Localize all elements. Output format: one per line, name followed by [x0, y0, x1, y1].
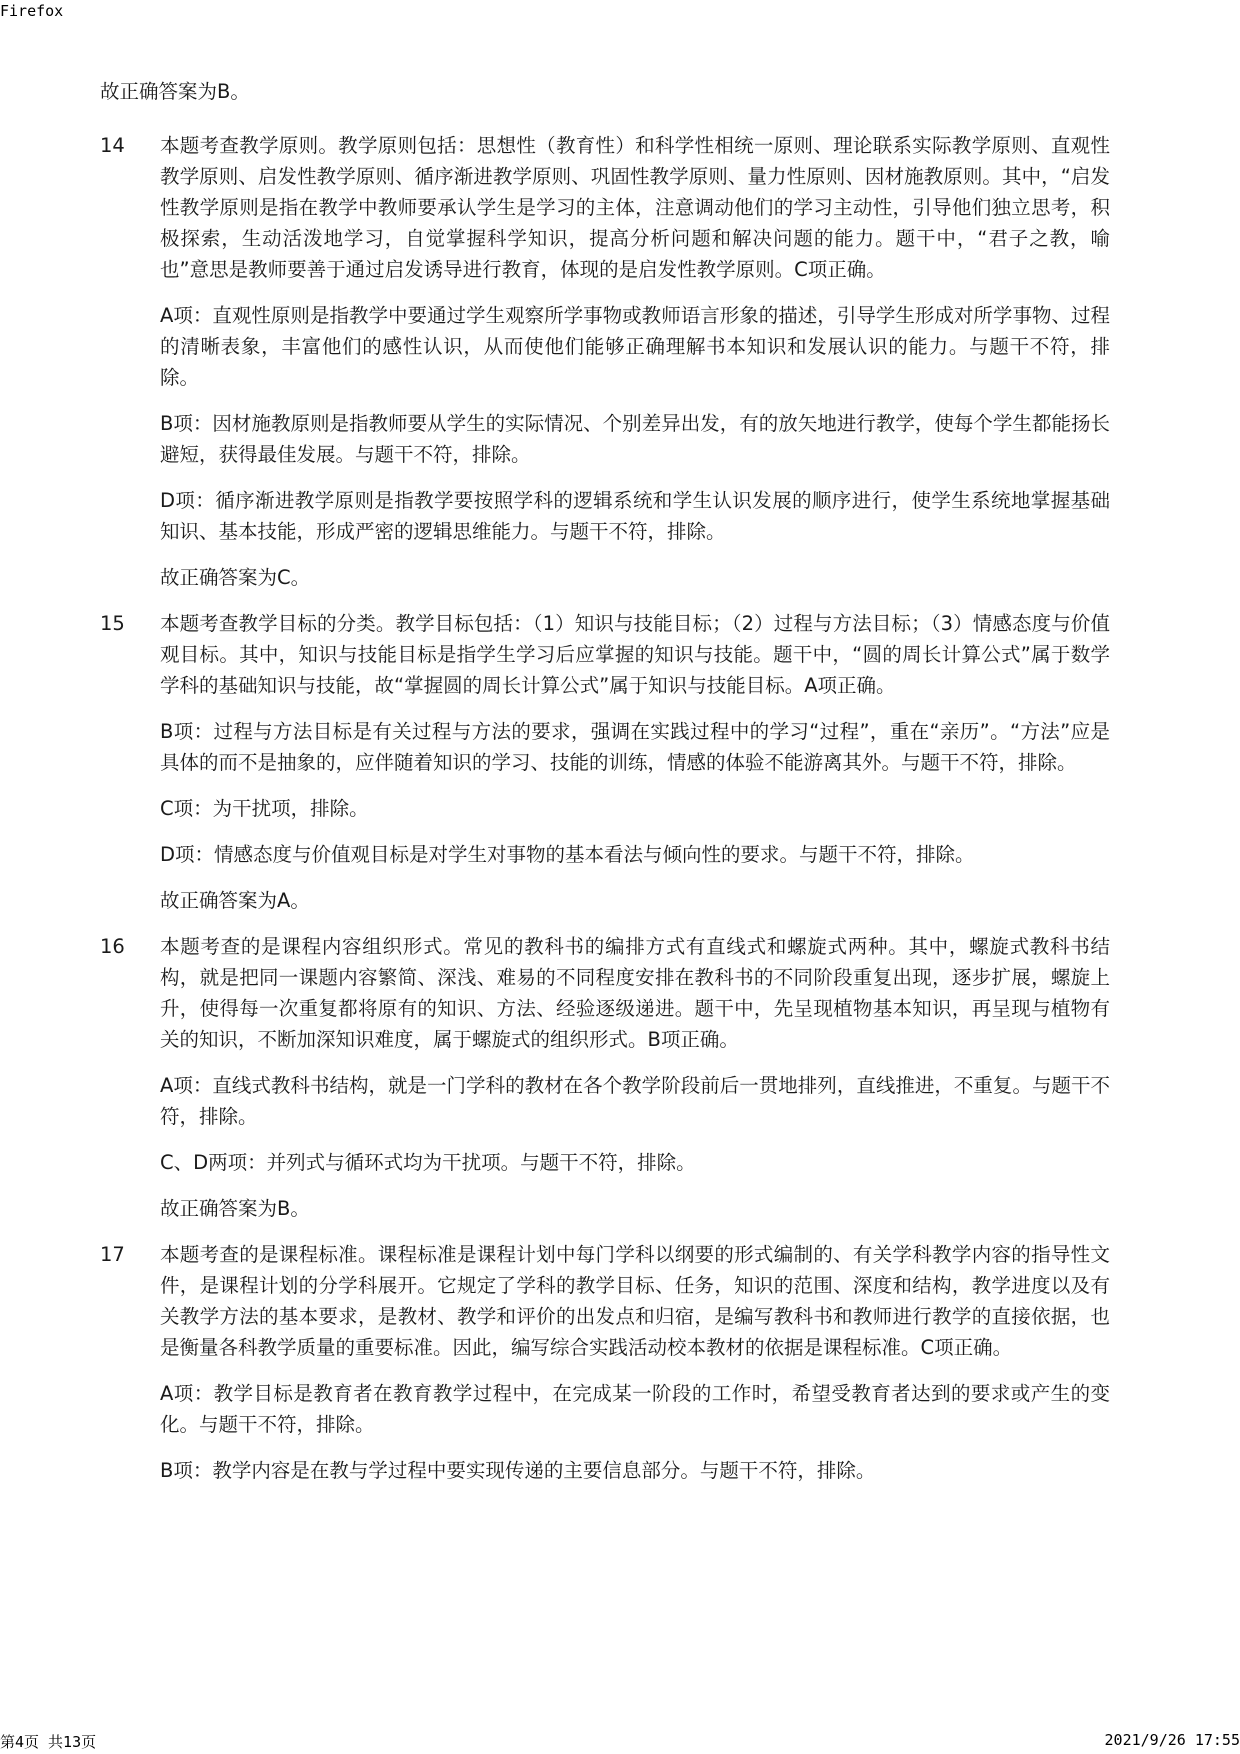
correct-answer: 故正确答案为A。 [160, 889, 310, 912]
correct-answer: 故正确答案为B。 [160, 1197, 310, 1220]
explanation-item-17 [100, 1239, 1110, 1486]
option-explanation: C项：为干扰项，排除。 [160, 797, 369, 820]
option-explanation: C、D两项：并列式与循环式均为干扰项。与题干不符，排除。 [160, 1151, 696, 1174]
option-explanation: D项：情感态度与价值观目标是对学生对事物的基本看法与倾向性的要求。与题干不符，排除。 [160, 843, 975, 866]
explanation-main: 本题考查教学原则。教学原则包括：思想性（教育性）和科学性相统一原则、理论联系实际教学原则、直观性教学原则、启发性教学原则、循序渐进教学原则、巩固性教学原则、量力性原则、因材施教原则。其中，“启发性教学原则是指在教学中教师要承认学生是学习的主体，注意调动他们的学习主动性，引导他们独立思考，积极探索，生动活泼地学习，自觉掌握科学知识，提高分析问题和解决问题的能力。题干中，“君子之教，喻也”意思是教师要善于通过启发诱导进行教育，体现的是启发性教学原则。C项正确。 [160, 134, 1110, 281]
question-number: 14 [100, 134, 125, 157]
question-number: 17 [100, 1243, 125, 1266]
question-number: 16 [100, 935, 125, 958]
explanation-item-14 [100, 130, 1110, 593]
option-explanation: B项：过程与方法目标是有关过程与方法的要求，强调在实践过程中的学习“过程”，重在“亲历”。“方法”应是具体的而不是抽象的，应伴随着知识的学习、技能的训练，情感的体验不能游离其外。与题干不符，排除。 [160, 720, 1110, 774]
explanation-main: 本题考查教学目标的分类。教学目标包括：（1）知识与技能目标；（2）过程与方法目标；（3）情感态度与价值观目标。其中，知识与技能目标是指学生学习后应掌握的知识与技能。题干中，“圆的周长计算公式”属于数学学科的基础知识与技能，故“掌握圆的周长计算公式”属于知识与技能目标。A项正确。 [160, 612, 1110, 697]
explanation-item-16 [100, 931, 1110, 1224]
explanation-body [160, 1239, 1110, 1486]
explanation-item-15 [100, 608, 1110, 916]
option-explanation: A项：直线式教科书结构，就是一门学科的教材在各个教学阶段前后一贯地排列，直线推进，不重复。与题干不符，排除。 [160, 1074, 1110, 1128]
option-explanation: A项：直观性原则是指教学中要通过学生观察所学事物或教师语言形象的描述，引导学生形成对所学事物、过程的清晰表象，丰富他们的感性认识，从而使他们能够正确理解书本知识和发展认识的能力。与题干不符，排除。 [160, 304, 1110, 389]
explanation-main: 本题考查的是课程内容组织形式。常见的教科书的编排方式有直线式和螺旋式两种。其中，螺旋式教科书结构，就是把同一课题内容繁简、深浅、难易的不同程度安排在教科书的不同阶段重复出现，逐步扩展，螺旋上升，使得每一次重复都将原有的知识、方法、经验逐级递进。题干中，先呈现植物基本知识，再呈现与植物有关的知识，不断加深知识难度，属于螺旋式的组织形式。B项正确。 [160, 935, 1110, 1051]
option-explanation: B项：因材施教原则是指教师要从学生的实际情况、个别差异出发，有的放矢地进行教学，使每个学生都能扬长避短，获得最佳发展。与题干不符，排除。 [160, 412, 1110, 466]
correct-answer: 故正确答案为C。 [160, 566, 311, 589]
explanation-body [160, 931, 1110, 1224]
explanation-main: 本题考查的是课程标准。课程标准是课程计划中每门学科以纲要的形式编制的、有关学科教学内容的指导性文件，是课程计划的分学科展开。它规定了学科的教学目标、任务，知识的范围、深度和结构，教学进度以及有关教学方法的基本要求，是教材、教学和评价的出发点和归宿，是编写教科书和教师进行教学的直接依据，也是衡量各科教学质量的重要标准。因此，编写综合实践活动校本教材的依据是课程标准。C项正确。 [160, 1243, 1110, 1359]
explanation-body [160, 608, 1110, 916]
page-indicator: 第4页 共13页 [0, 1733, 97, 1751]
previous-answer: 故正确答案为B。 [100, 80, 250, 103]
option-explanation: B项：教学内容是在教与学过程中要实现传递的主要信息部分。与题干不符，排除。 [160, 1459, 876, 1482]
explanation-body [160, 130, 1110, 593]
print-datetime: 2021/9/26 17:55 [1104, 1731, 1240, 1749]
option-explanation: A项：教学目标是教育者在教育教学过程中，在完成某一阶段的工作时，希望受教育者达到的要求或产生的变化。与题干不符，排除。 [160, 1382, 1110, 1436]
document-body [100, 76, 1110, 1501]
option-explanation: D项：循序渐进教学原则是指教学要按照学科的逻辑系统和学生认识发展的顺序进行，使学生系统地掌握基础知识、基本技能，形成严密的逻辑思维能力。与题干不符，排除。 [160, 489, 1110, 543]
browser-print-header: Firefox [0, 2, 64, 20]
question-number: 15 [100, 612, 125, 635]
